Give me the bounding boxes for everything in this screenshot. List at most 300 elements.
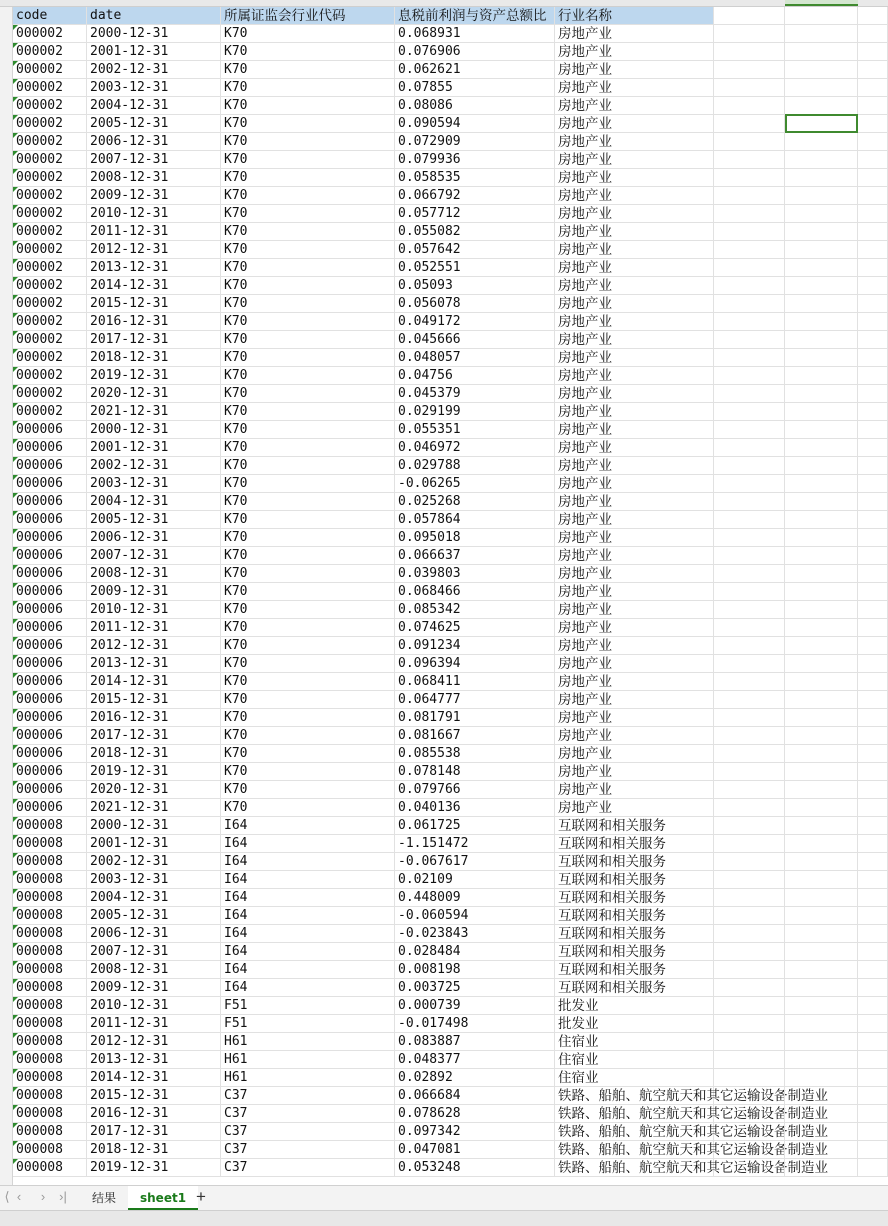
cell-industry-name[interactable]: 房地产业 bbox=[555, 745, 714, 763]
cell-industry-code[interactable]: K70 bbox=[221, 385, 395, 403]
cell-industry-name[interactable]: 房地产业 bbox=[555, 727, 714, 745]
cell-date[interactable]: 2013-12-31 bbox=[87, 655, 221, 673]
cell-date[interactable]: 2019-12-31 bbox=[87, 763, 221, 781]
cell-date[interactable]: 2003-12-31 bbox=[87, 79, 221, 97]
empty-cell[interactable] bbox=[714, 421, 785, 439]
cell-industry-code[interactable]: K70 bbox=[221, 601, 395, 619]
cell-industry-code[interactable]: I64 bbox=[221, 853, 395, 871]
cell-date[interactable]: 2001-12-31 bbox=[87, 835, 221, 853]
empty-cell[interactable] bbox=[785, 313, 858, 331]
cell-industry-name[interactable]: 房地产业 bbox=[555, 763, 714, 781]
cell-ebit-ratio[interactable]: -0.06265 bbox=[395, 475, 555, 493]
empty-cell[interactable] bbox=[785, 547, 858, 565]
empty-cell[interactable] bbox=[785, 583, 858, 601]
empty-cell[interactable] bbox=[714, 223, 785, 241]
cell-date[interactable]: 2006-12-31 bbox=[87, 925, 221, 943]
header-cell-code[interactable]: code bbox=[13, 7, 87, 25]
empty-cell[interactable] bbox=[714, 313, 785, 331]
cell-ebit-ratio[interactable]: 0.08086 bbox=[395, 97, 555, 115]
empty-cell[interactable] bbox=[858, 835, 888, 853]
empty-cell[interactable] bbox=[858, 889, 888, 907]
cell-ebit-ratio[interactable]: 0.055351 bbox=[395, 421, 555, 439]
empty-cell[interactable] bbox=[714, 853, 785, 871]
tab-results[interactable]: 结果 bbox=[92, 1191, 117, 1205]
empty-cell[interactable] bbox=[785, 511, 858, 529]
cell-industry-code[interactable]: C37 bbox=[221, 1087, 395, 1105]
cell-code[interactable]: 000008 bbox=[13, 835, 87, 853]
cell-industry-code[interactable]: I64 bbox=[221, 817, 395, 835]
cell-ebit-ratio[interactable]: 0.003725 bbox=[395, 979, 555, 997]
empty-cell[interactable] bbox=[785, 637, 858, 655]
empty-cell[interactable] bbox=[785, 727, 858, 745]
cell-industry-code[interactable]: K70 bbox=[221, 421, 395, 439]
cell-code[interactable]: 000002 bbox=[13, 151, 87, 169]
empty-cell[interactable] bbox=[785, 25, 858, 43]
empty-cell[interactable] bbox=[714, 1105, 785, 1123]
cell-industry-code[interactable]: K70 bbox=[221, 475, 395, 493]
cell-code[interactable]: 000002 bbox=[13, 313, 87, 331]
cell-industry-name[interactable]: 铁路、船舶、航空航天和其它运输设备制造业 bbox=[555, 1123, 714, 1141]
cell-industry-code[interactable]: I64 bbox=[221, 925, 395, 943]
empty-cell[interactable] bbox=[714, 727, 785, 745]
cell-industry-name[interactable]: 互联网和相关服务 bbox=[555, 943, 714, 961]
cell-date[interactable]: 2018-12-31 bbox=[87, 745, 221, 763]
cell-industry-name[interactable]: 房地产业 bbox=[555, 583, 714, 601]
cell-date[interactable]: 2016-12-31 bbox=[87, 709, 221, 727]
cell-code[interactable]: 000006 bbox=[13, 421, 87, 439]
cell-industry-code[interactable]: K70 bbox=[221, 745, 395, 763]
empty-cell[interactable] bbox=[858, 223, 888, 241]
cell-industry-code[interactable]: K70 bbox=[221, 457, 395, 475]
cell-industry-name[interactable]: 房地产业 bbox=[555, 79, 714, 97]
cell-code[interactable]: 000006 bbox=[13, 709, 87, 727]
empty-cell[interactable] bbox=[785, 1159, 858, 1177]
cell-date[interactable]: 2002-12-31 bbox=[87, 61, 221, 79]
cell-industry-code[interactable]: K70 bbox=[221, 511, 395, 529]
cell-industry-code[interactable]: C37 bbox=[221, 1159, 395, 1177]
cell-industry-name[interactable]: 房地产业 bbox=[555, 619, 714, 637]
cell-industry-name[interactable]: 铁路、船舶、航空航天和其它运输设备制造业 bbox=[555, 1105, 714, 1123]
cell-code[interactable]: 000006 bbox=[13, 475, 87, 493]
empty-cell[interactable] bbox=[858, 1051, 888, 1069]
empty-cell[interactable] bbox=[858, 205, 888, 223]
empty-cell[interactable] bbox=[785, 1123, 858, 1141]
header-cell-industry-code[interactable]: 所属证监会行业代码 bbox=[221, 7, 395, 25]
cell-ebit-ratio[interactable]: 0.057864 bbox=[395, 511, 555, 529]
empty-cell[interactable] bbox=[785, 853, 858, 871]
empty-cell[interactable] bbox=[714, 205, 785, 223]
cell-date[interactable]: 2002-12-31 bbox=[87, 457, 221, 475]
cell-industry-code[interactable]: K70 bbox=[221, 259, 395, 277]
cell-industry-name[interactable]: 房地产业 bbox=[555, 457, 714, 475]
cell-industry-name[interactable]: 房地产业 bbox=[555, 313, 714, 331]
cell-industry-name[interactable]: 互联网和相关服务 bbox=[555, 871, 714, 889]
empty-cell[interactable] bbox=[858, 295, 888, 313]
empty-cell[interactable] bbox=[714, 385, 785, 403]
cell-ebit-ratio[interactable]: 0.057712 bbox=[395, 205, 555, 223]
cell-industry-name[interactable]: 房地产业 bbox=[555, 169, 714, 187]
cell-code[interactable]: 000008 bbox=[13, 871, 87, 889]
cell-code[interactable]: 000006 bbox=[13, 691, 87, 709]
cell-industry-code[interactable]: K70 bbox=[221, 529, 395, 547]
cell-industry-name[interactable]: 房地产业 bbox=[555, 295, 714, 313]
cell-code[interactable]: 000002 bbox=[13, 97, 87, 115]
cell-date[interactable]: 2016-12-31 bbox=[87, 1105, 221, 1123]
empty-cell[interactable] bbox=[785, 871, 858, 889]
empty-cell[interactable] bbox=[785, 925, 858, 943]
cell-ebit-ratio[interactable]: 0.02892 bbox=[395, 1069, 555, 1087]
cell-code[interactable]: 000002 bbox=[13, 349, 87, 367]
cell-code[interactable]: 000006 bbox=[13, 655, 87, 673]
cell-industry-code[interactable]: K70 bbox=[221, 223, 395, 241]
empty-cell[interactable] bbox=[714, 763, 785, 781]
cell-date[interactable]: 2000-12-31 bbox=[87, 421, 221, 439]
cell-ebit-ratio[interactable]: 0.062621 bbox=[395, 61, 555, 79]
cell-date[interactable]: 2008-12-31 bbox=[87, 169, 221, 187]
empty-cell[interactable] bbox=[858, 1015, 888, 1033]
cell-code[interactable]: 000008 bbox=[13, 1015, 87, 1033]
cell-code[interactable]: 000002 bbox=[13, 25, 87, 43]
cell-industry-name[interactable]: 房地产业 bbox=[555, 61, 714, 79]
cell-industry-name[interactable]: 房地产业 bbox=[555, 367, 714, 385]
cell-industry-code[interactable]: I64 bbox=[221, 871, 395, 889]
cell-industry-code[interactable]: K70 bbox=[221, 583, 395, 601]
cell-date[interactable]: 2008-12-31 bbox=[87, 565, 221, 583]
cell-ebit-ratio[interactable]: 0.072909 bbox=[395, 133, 555, 151]
cell-industry-code[interactable]: K70 bbox=[221, 547, 395, 565]
cell-code[interactable]: 000006 bbox=[13, 637, 87, 655]
cell-ebit-ratio[interactable]: 0.000739 bbox=[395, 997, 555, 1015]
empty-cell[interactable] bbox=[858, 187, 888, 205]
cell-date[interactable]: 2005-12-31 bbox=[87, 115, 221, 133]
cell-industry-name[interactable]: 房地产业 bbox=[555, 709, 714, 727]
cell-date[interactable]: 2004-12-31 bbox=[87, 493, 221, 511]
cell-industry-name[interactable]: 房地产业 bbox=[555, 43, 714, 61]
empty-cell[interactable] bbox=[714, 259, 785, 277]
cell-ebit-ratio[interactable]: 0.040136 bbox=[395, 799, 555, 817]
cell-date[interactable]: 2004-12-31 bbox=[87, 889, 221, 907]
cell-date[interactable]: 2002-12-31 bbox=[87, 853, 221, 871]
cell-code[interactable]: 000006 bbox=[13, 457, 87, 475]
cell-date[interactable]: 2020-12-31 bbox=[87, 781, 221, 799]
empty-cell[interactable] bbox=[785, 61, 858, 79]
cell-code[interactable]: 000002 bbox=[13, 205, 87, 223]
empty-cell[interactable] bbox=[785, 241, 858, 259]
cell-industry-code[interactable]: K70 bbox=[221, 61, 395, 79]
cell-ebit-ratio[interactable]: 0.052551 bbox=[395, 259, 555, 277]
cell-date[interactable]: 2007-12-31 bbox=[87, 943, 221, 961]
empty-cell[interactable] bbox=[858, 349, 888, 367]
empty-cell[interactable] bbox=[858, 169, 888, 187]
cell-code[interactable]: 000006 bbox=[13, 529, 87, 547]
cell-industry-name[interactable]: 房地产业 bbox=[555, 475, 714, 493]
empty-cell[interactable] bbox=[785, 277, 858, 295]
empty-cell[interactable] bbox=[785, 421, 858, 439]
empty-cell[interactable] bbox=[858, 7, 888, 25]
empty-cell[interactable] bbox=[858, 331, 888, 349]
cell-code[interactable]: 000006 bbox=[13, 727, 87, 745]
empty-cell[interactable] bbox=[858, 583, 888, 601]
cell-industry-code[interactable]: I64 bbox=[221, 835, 395, 853]
empty-cell[interactable] bbox=[858, 367, 888, 385]
cell-ebit-ratio[interactable]: 0.053248 bbox=[395, 1159, 555, 1177]
empty-cell[interactable] bbox=[714, 673, 785, 691]
cell-industry-code[interactable]: K70 bbox=[221, 799, 395, 817]
cell-ebit-ratio[interactable]: 0.048377 bbox=[395, 1051, 555, 1069]
cell-industry-code[interactable]: K70 bbox=[221, 493, 395, 511]
cell-industry-code[interactable]: K70 bbox=[221, 655, 395, 673]
cell-ebit-ratio[interactable]: 0.066792 bbox=[395, 187, 555, 205]
empty-cell[interactable] bbox=[714, 817, 785, 835]
cell-code[interactable]: 000008 bbox=[13, 979, 87, 997]
cell-industry-code[interactable]: K70 bbox=[221, 709, 395, 727]
empty-cell[interactable] bbox=[714, 1123, 785, 1141]
empty-cell[interactable] bbox=[858, 313, 888, 331]
cell-code[interactable]: 000006 bbox=[13, 781, 87, 799]
cell-ebit-ratio[interactable]: 0.078628 bbox=[395, 1105, 555, 1123]
cell-industry-name[interactable]: 铁路、船舶、航空航天和其它运输设备制造业 bbox=[555, 1087, 714, 1105]
cell-code[interactable]: 000006 bbox=[13, 565, 87, 583]
header-cell-date[interactable]: date bbox=[87, 7, 221, 25]
cell-code[interactable]: 000006 bbox=[13, 439, 87, 457]
cell-industry-code[interactable]: K70 bbox=[221, 691, 395, 709]
cell-ebit-ratio[interactable]: 0.081667 bbox=[395, 727, 555, 745]
empty-cell[interactable] bbox=[714, 1087, 785, 1105]
row-header-bar[interactable] bbox=[0, 7, 13, 1185]
cell-industry-name[interactable]: 房地产业 bbox=[555, 673, 714, 691]
cell-ebit-ratio[interactable]: 0.066684 bbox=[395, 1087, 555, 1105]
cell-industry-name[interactable]: 房地产业 bbox=[555, 637, 714, 655]
cell-industry-code[interactable]: K70 bbox=[221, 763, 395, 781]
cell-date[interactable]: 2010-12-31 bbox=[87, 601, 221, 619]
cell-code[interactable]: 000002 bbox=[13, 43, 87, 61]
empty-cell[interactable] bbox=[785, 1141, 858, 1159]
cell-industry-name[interactable]: 房地产业 bbox=[555, 691, 714, 709]
cell-date[interactable]: 2006-12-31 bbox=[87, 529, 221, 547]
cell-ebit-ratio[interactable]: 0.02109 bbox=[395, 871, 555, 889]
cell-ebit-ratio[interactable]: 0.068411 bbox=[395, 673, 555, 691]
cell-code[interactable]: 000008 bbox=[13, 961, 87, 979]
empty-cell[interactable] bbox=[714, 565, 785, 583]
cell-date[interactable]: 2009-12-31 bbox=[87, 583, 221, 601]
cell-ebit-ratio[interactable]: 0.085342 bbox=[395, 601, 555, 619]
cell-ebit-ratio[interactable]: 0.048057 bbox=[395, 349, 555, 367]
empty-cell[interactable] bbox=[858, 25, 888, 43]
cell-industry-code[interactable]: K70 bbox=[221, 367, 395, 385]
cell-code[interactable]: 000006 bbox=[13, 547, 87, 565]
empty-cell[interactable] bbox=[714, 997, 785, 1015]
cell-ebit-ratio[interactable]: -0.060594 bbox=[395, 907, 555, 925]
empty-cell[interactable] bbox=[858, 637, 888, 655]
cell-ebit-ratio[interactable]: 0.068466 bbox=[395, 583, 555, 601]
cell-industry-name[interactable]: 互联网和相关服务 bbox=[555, 979, 714, 997]
empty-cell[interactable] bbox=[785, 43, 858, 61]
empty-cell[interactable] bbox=[858, 115, 888, 133]
cell-code[interactable]: 000006 bbox=[13, 601, 87, 619]
next-sheet-icon[interactable]: › bbox=[40, 1189, 46, 1204]
cell-code[interactable]: 000008 bbox=[13, 1051, 87, 1069]
empty-cell[interactable] bbox=[785, 799, 858, 817]
empty-cell[interactable] bbox=[785, 151, 858, 169]
empty-cell[interactable] bbox=[714, 529, 785, 547]
empty-cell[interactable] bbox=[858, 745, 888, 763]
empty-cell[interactable] bbox=[714, 601, 785, 619]
cell-industry-code[interactable]: H61 bbox=[221, 1069, 395, 1087]
cell-industry-name[interactable]: 互联网和相关服务 bbox=[555, 889, 714, 907]
cell-industry-name[interactable]: 房地产业 bbox=[555, 601, 714, 619]
empty-cell[interactable] bbox=[785, 133, 858, 151]
empty-cell[interactable] bbox=[714, 583, 785, 601]
cell-ebit-ratio[interactable]: -0.023843 bbox=[395, 925, 555, 943]
cell-industry-name[interactable]: 房地产业 bbox=[555, 781, 714, 799]
cell-ebit-ratio[interactable]: 0.029788 bbox=[395, 457, 555, 475]
cell-code[interactable]: 000008 bbox=[13, 1087, 87, 1105]
cell-industry-name[interactable]: 房地产业 bbox=[555, 529, 714, 547]
empty-cell[interactable] bbox=[785, 655, 858, 673]
cell-industry-code[interactable]: K70 bbox=[221, 673, 395, 691]
empty-cell[interactable] bbox=[785, 475, 858, 493]
cell-ebit-ratio[interactable]: 0.07855 bbox=[395, 79, 555, 97]
cell-industry-code[interactable]: K70 bbox=[221, 133, 395, 151]
cell-ebit-ratio[interactable]: 0.095018 bbox=[395, 529, 555, 547]
cell-ebit-ratio[interactable]: 0.090594 bbox=[395, 115, 555, 133]
cell-ebit-ratio[interactable]: 0.076906 bbox=[395, 43, 555, 61]
cell-industry-name[interactable]: 铁路、船舶、航空航天和其它运输设备制造业 bbox=[555, 1159, 714, 1177]
empty-cell[interactable] bbox=[858, 781, 888, 799]
empty-cell[interactable] bbox=[785, 763, 858, 781]
empty-cell[interactable] bbox=[858, 961, 888, 979]
cell-industry-code[interactable]: K70 bbox=[221, 637, 395, 655]
empty-cell[interactable] bbox=[858, 691, 888, 709]
cell-date[interactable]: 2018-12-31 bbox=[87, 349, 221, 367]
cell-ebit-ratio[interactable]: 0.025268 bbox=[395, 493, 555, 511]
cell-code[interactable]: 000006 bbox=[13, 493, 87, 511]
cell-ebit-ratio[interactable]: 0.055082 bbox=[395, 223, 555, 241]
cell-code[interactable]: 000006 bbox=[13, 583, 87, 601]
cell-date[interactable]: 2017-12-31 bbox=[87, 727, 221, 745]
empty-cell[interactable] bbox=[785, 709, 858, 727]
empty-cell[interactable] bbox=[714, 709, 785, 727]
empty-cell[interactable] bbox=[858, 241, 888, 259]
empty-cell[interactable] bbox=[714, 79, 785, 97]
cell-industry-code[interactable]: K70 bbox=[221, 331, 395, 349]
empty-cell[interactable] bbox=[714, 295, 785, 313]
cell-date[interactable]: 2016-12-31 bbox=[87, 313, 221, 331]
empty-cell[interactable] bbox=[714, 493, 785, 511]
empty-cell[interactable] bbox=[785, 1087, 858, 1105]
cell-industry-code[interactable]: K70 bbox=[221, 727, 395, 745]
empty-cell[interactable] bbox=[858, 439, 888, 457]
cell-code[interactable]: 000008 bbox=[13, 817, 87, 835]
empty-cell[interactable] bbox=[714, 61, 785, 79]
cell-ebit-ratio[interactable]: -1.151472 bbox=[395, 835, 555, 853]
empty-cell[interactable] bbox=[714, 241, 785, 259]
cell-ebit-ratio[interactable]: 0.05093 bbox=[395, 277, 555, 295]
empty-cell[interactable] bbox=[858, 619, 888, 637]
empty-cell[interactable] bbox=[714, 1141, 785, 1159]
cell-industry-code[interactable]: K70 bbox=[221, 97, 395, 115]
empty-cell[interactable] bbox=[858, 1069, 888, 1087]
empty-cell[interactable] bbox=[858, 97, 888, 115]
cell-ebit-ratio[interactable]: 0.083887 bbox=[395, 1033, 555, 1051]
empty-cell[interactable] bbox=[714, 25, 785, 43]
cell-code[interactable]: 000008 bbox=[13, 907, 87, 925]
cell-code[interactable]: 000002 bbox=[13, 385, 87, 403]
header-cell-industry-name[interactable]: 行业名称 bbox=[555, 7, 714, 25]
cell-date[interactable]: 2015-12-31 bbox=[87, 295, 221, 313]
cell-industry-name[interactable]: 房地产业 bbox=[555, 511, 714, 529]
empty-cell[interactable] bbox=[785, 493, 858, 511]
empty-cell[interactable] bbox=[858, 1123, 888, 1141]
empty-cell[interactable] bbox=[714, 151, 785, 169]
cell-ebit-ratio[interactable]: 0.081791 bbox=[395, 709, 555, 727]
cell-code[interactable]: 000002 bbox=[13, 277, 87, 295]
cell-industry-name[interactable]: 铁路、船舶、航空航天和其它运输设备制造业 bbox=[555, 1141, 714, 1159]
cell-industry-name[interactable]: 互联网和相关服务 bbox=[555, 853, 714, 871]
empty-cell[interactable] bbox=[785, 205, 858, 223]
empty-cell[interactable] bbox=[785, 943, 858, 961]
empty-cell[interactable] bbox=[714, 115, 785, 133]
empty-cell[interactable] bbox=[714, 331, 785, 349]
empty-cell[interactable] bbox=[858, 151, 888, 169]
cell-date[interactable]: 2005-12-31 bbox=[87, 511, 221, 529]
empty-cell[interactable] bbox=[714, 457, 785, 475]
cell-grid[interactable] bbox=[13, 7, 888, 1177]
cell-date[interactable]: 2012-12-31 bbox=[87, 241, 221, 259]
cell-ebit-ratio[interactable]: 0.096394 bbox=[395, 655, 555, 673]
empty-cell[interactable] bbox=[858, 907, 888, 925]
last-sheet-icon[interactable]: ›| bbox=[59, 1189, 67, 1204]
cell-code[interactable]: 000006 bbox=[13, 763, 87, 781]
cell-code[interactable]: 000002 bbox=[13, 133, 87, 151]
empty-cell[interactable] bbox=[785, 367, 858, 385]
cell-industry-name[interactable]: 互联网和相关服务 bbox=[555, 835, 714, 853]
cell-industry-code[interactable]: I64 bbox=[221, 979, 395, 997]
empty-cell[interactable] bbox=[858, 853, 888, 871]
empty-cell[interactable] bbox=[785, 907, 858, 925]
empty-cell[interactable] bbox=[858, 475, 888, 493]
cell-industry-name[interactable]: 住宿业 bbox=[555, 1069, 714, 1087]
cell-ebit-ratio[interactable]: 0.029199 bbox=[395, 403, 555, 421]
cell-code[interactable]: 000006 bbox=[13, 745, 87, 763]
cell-industry-name[interactable]: 房地产业 bbox=[555, 385, 714, 403]
empty-cell[interactable] bbox=[858, 259, 888, 277]
cell-ebit-ratio[interactable]: 0.049172 bbox=[395, 313, 555, 331]
cell-ebit-ratio[interactable]: 0.04756 bbox=[395, 367, 555, 385]
cell-industry-code[interactable]: K70 bbox=[221, 403, 395, 421]
empty-cell[interactable] bbox=[785, 7, 858, 25]
cell-ebit-ratio[interactable]: 0.078148 bbox=[395, 763, 555, 781]
empty-cell[interactable] bbox=[714, 961, 785, 979]
cell-date[interactable]: 2009-12-31 bbox=[87, 979, 221, 997]
cell-industry-code[interactable]: K70 bbox=[221, 43, 395, 61]
cell-ebit-ratio[interactable]: 0.079936 bbox=[395, 151, 555, 169]
cell-ebit-ratio[interactable]: 0.074625 bbox=[395, 619, 555, 637]
cell-industry-code[interactable]: K70 bbox=[221, 349, 395, 367]
cell-date[interactable]: 2017-12-31 bbox=[87, 1123, 221, 1141]
empty-cell[interactable] bbox=[714, 889, 785, 907]
cell-ebit-ratio[interactable]: 0.045379 bbox=[395, 385, 555, 403]
empty-cell[interactable] bbox=[785, 169, 858, 187]
selected-column-header[interactable] bbox=[785, 0, 858, 6]
cell-industry-name[interactable]: 房地产业 bbox=[555, 349, 714, 367]
empty-cell[interactable] bbox=[785, 817, 858, 835]
empty-cell[interactable] bbox=[714, 979, 785, 997]
empty-cell[interactable] bbox=[785, 439, 858, 457]
empty-cell[interactable] bbox=[785, 961, 858, 979]
empty-cell[interactable] bbox=[785, 1069, 858, 1087]
cell-industry-name[interactable]: 互联网和相关服务 bbox=[555, 817, 714, 835]
